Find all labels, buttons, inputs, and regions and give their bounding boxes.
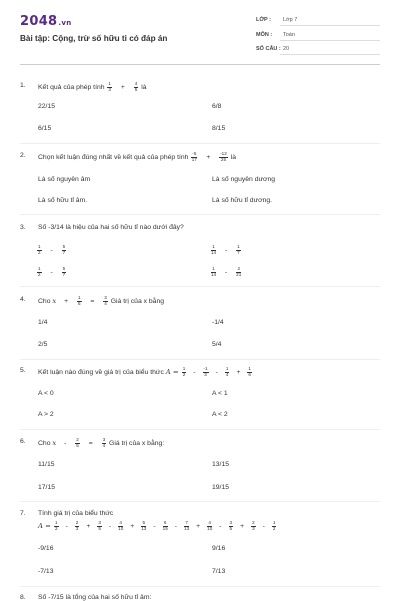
divider <box>20 501 380 502</box>
divider <box>20 143 380 144</box>
operator: - <box>153 523 156 531</box>
fraction: $\frac{2}{3}$ <box>75 520 79 531</box>
answer-option[interactable]: 13/15 <box>212 461 230 468</box>
question-number: 7. <box>20 510 26 517</box>
answer-option[interactable]: 9/16 <box>212 545 226 552</box>
header <box>0 0 400 64</box>
fraction: $\frac{1}{6}$ <box>248 366 251 377</box>
operator: - <box>174 523 178 531</box>
question-number: 1. <box>20 82 26 89</box>
math-expression: A = $\frac{1}{2}$ - $\frac{2}{3}$ + $\frac{3}{5}$ - $\frac{4}{10}$ + $\frac{5}{13}$ - $\frac{6}{15}$ - $\frac{7}{13}$ + $\frac{4}{10}$ - $\frac{3}{5}$ + $\frac{2}{3}$ - $\frac{1}{2}$ <box>38 520 276 531</box>
answer-option[interactable]: Là số hữu tỉ âm. <box>38 197 88 204</box>
answer-option[interactable]: 2/5 <box>38 341 48 348</box>
question-text: Cho x - $\frac{2}{5}$ = $\frac{3}{4}$ Giá trị của x bằng: <box>38 437 165 448</box>
answer-option[interactable]: Là số nguyên dương <box>212 176 276 183</box>
question-number: 3. <box>20 224 26 231</box>
question-number: 8. <box>20 594 26 601</box>
fraction: $\frac{3}{5}$ <box>229 520 233 531</box>
fraction: $\frac{1}{3}$ <box>108 81 111 92</box>
divider <box>280 40 380 41</box>
operator: + <box>196 523 201 531</box>
fraction: $\frac{7}{13}$ <box>184 520 190 531</box>
operator: - <box>108 523 112 531</box>
operator: + <box>236 369 241 377</box>
answer-option[interactable]: 17/15 <box>38 484 56 491</box>
answer-option[interactable]: 22/15 <box>38 103 56 110</box>
divider <box>20 586 380 587</box>
answer-option[interactable]: A < 1 <box>212 390 228 397</box>
answer-option[interactable]: -9/16 <box>38 545 54 552</box>
operator: - <box>193 369 196 377</box>
fraction: $\frac{4}{10}$ <box>118 520 124 531</box>
answer-option[interactable]: -7/13 <box>38 568 54 575</box>
answer-option[interactable]: A < 0 <box>38 390 54 397</box>
answer-option[interactable]: $\frac{1}{2}$ - $\frac{5}{7}$ <box>38 266 66 277</box>
answer-option[interactable]: $\frac{1}{14}$ - $\frac{1}{7}$ <box>211 244 240 255</box>
question-text: Kết quả của phép tính $\frac{1}{3}$ + $\frac{4}{5}$ là <box>38 81 147 92</box>
question-text: Tính giá trị của biểu thức <box>38 510 114 517</box>
answer-option[interactable]: A > 2 <box>38 411 54 418</box>
fraction: $\frac{2}{3}$ <box>252 520 255 531</box>
site-logo[interactable]: 2048.vn <box>20 14 72 29</box>
question-text: Số -3/14 là hiệu của hai số hữu tỉ nào dưới đây? <box>38 224 184 231</box>
divider <box>20 429 380 430</box>
answer-option[interactable]: 8/15 <box>212 125 226 132</box>
operator: - <box>219 523 222 531</box>
fraction: $\frac{1}{2}$ <box>182 366 186 377</box>
answer-option[interactable]: 6/8 <box>212 103 222 110</box>
math-expression <box>181 366 253 377</box>
fraction: $\frac{1}{2}$ <box>54 520 58 531</box>
meta-label: LỚP : <box>256 17 271 23</box>
question-number: 5. <box>20 367 26 374</box>
divider <box>280 25 380 26</box>
meta-value: Lớp 7 <box>283 17 298 23</box>
fraction: $\frac{-5}{17}$ <box>191 151 197 162</box>
meta-label: MÔN : <box>256 32 273 38</box>
fraction: $\frac{1}{4}$ <box>225 366 229 377</box>
operator: + <box>240 523 245 531</box>
divider <box>280 54 380 55</box>
question-number: 2. <box>20 152 26 159</box>
divider <box>20 286 380 287</box>
answer-option[interactable]: A < 2 <box>212 411 228 418</box>
header-divider <box>20 64 380 65</box>
meta-label: SỐ CÂU : <box>256 46 281 52</box>
fraction: $\frac{-1}{3}$ <box>203 366 208 377</box>
question-text: Chọn kết luận đúng nhất về kết quả của phép tính $\frac{-5}{17}$ + $\frac{-12}{25}$ là <box>38 151 236 162</box>
document-title: Bài tập: Cộng, trừ số hữu tỉ có đáp án <box>20 34 168 43</box>
fraction: $\frac{4}{5}$ <box>134 81 138 92</box>
meta-value: Toán <box>283 32 295 38</box>
answer-option[interactable]: -1/4 <box>212 319 224 326</box>
answer-option[interactable]: Là số hữu tỉ dương. <box>212 197 273 204</box>
operator: - <box>65 523 68 531</box>
answer-option[interactable]: 7/13 <box>212 568 226 575</box>
meta-value: 20 <box>283 46 290 52</box>
question-text: Kết luận nào đúng về giá trị của biểu thức A = $\frac{1}{2}$ - $\frac{-1}{3}$ - $\frac{1}{4}$ + $\frac{1}{6}$ <box>38 366 251 377</box>
fraction: $\frac{4}{10}$ <box>207 520 213 531</box>
divider <box>20 359 380 360</box>
question-number: 4. <box>20 296 26 303</box>
answer-option[interactable]: 1/4 <box>38 319 48 326</box>
answer-option[interactable]: 5/4 <box>212 341 222 348</box>
answer-option[interactable]: 19/15 <box>212 484 230 491</box>
fraction: $\frac{3}{5}$ <box>98 520 101 531</box>
fraction: $\frac{-12}{25}$ <box>220 151 227 162</box>
fraction: $\frac{6}{15}$ <box>162 520 168 531</box>
divider <box>20 214 380 215</box>
fraction: $\frac{5}{13}$ <box>141 520 147 531</box>
answer-option[interactable]: Là số nguyên âm <box>38 176 91 183</box>
answer-option[interactable]: 11/15 <box>38 461 55 468</box>
operator: + <box>130 523 135 531</box>
answer-option[interactable]: 6/15 <box>38 125 52 132</box>
operator: - <box>215 369 218 377</box>
answer-option[interactable]: $\frac{1}{14}$ - $\frac{2}{21}$ <box>211 266 242 277</box>
operator: + <box>86 523 91 531</box>
question-number: 6. <box>20 438 26 445</box>
operator: - <box>262 523 265 531</box>
question-text: Cho x + $\frac{1}{5}$ = $\frac{3}{4}$ Giá trị của x bằng <box>38 295 165 306</box>
answer-option[interactable]: $\frac{1}{2}$ - $\frac{5}{7}$ <box>38 244 66 255</box>
fraction: $\frac{1}{2}$ <box>272 520 276 531</box>
question-text: Số -7/15 là tổng của hai số hữu tỉ âm: <box>38 594 152 601</box>
